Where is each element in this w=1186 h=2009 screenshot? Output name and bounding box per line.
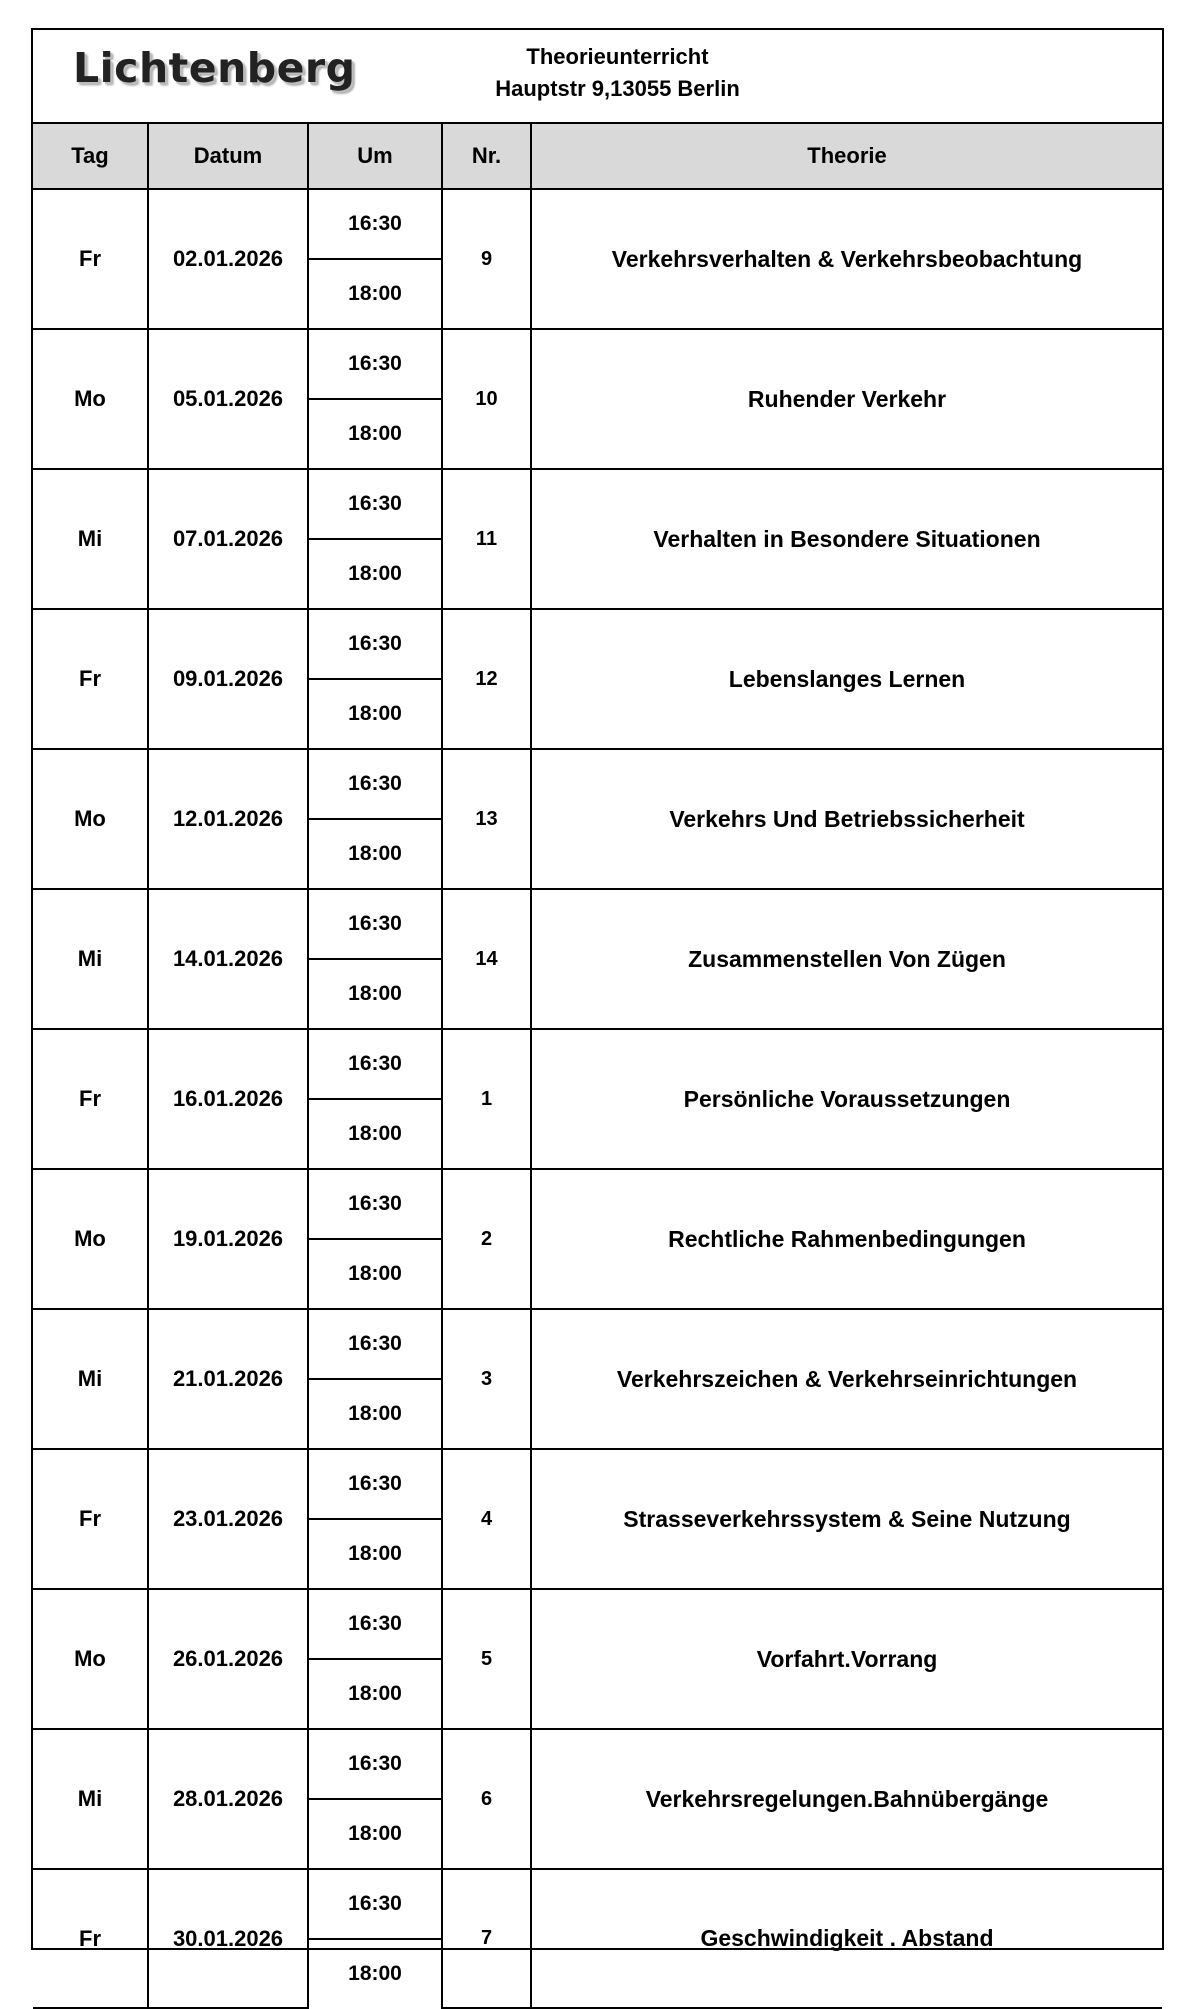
table-row [33, 1869, 1162, 1939]
table-row [33, 329, 1162, 399]
cell-start-time: 16:30 [308, 1029, 442, 1099]
cell-nr: 12 [442, 609, 531, 749]
page-title: Theorieunterricht [526, 44, 709, 69]
cell-theorie: Verkehrsregelungen.Bahnübergänge [531, 1729, 1162, 1869]
schedule-table [33, 124, 1162, 2009]
cell-nr: 7 [442, 1869, 531, 2008]
cell-datum: 30.01.2026 [148, 1869, 308, 2008]
cell-datum: 21.01.2026 [148, 1309, 308, 1449]
cell-tag: Mi [33, 1309, 148, 1449]
cell-datum: 23.01.2026 [148, 1449, 308, 1589]
column-header-datum: Datum [148, 124, 308, 189]
cell-datum: 14.01.2026 [148, 889, 308, 1029]
cell-start-time: 16:30 [308, 1869, 442, 1939]
cell-start-time: 16:30 [308, 749, 442, 819]
cell-nr: 11 [442, 469, 531, 609]
cell-nr: 14 [442, 889, 531, 1029]
cell-end-time: 18:00 [308, 1799, 442, 1869]
cell-tag: Mo [33, 329, 148, 469]
cell-datum: 19.01.2026 [148, 1169, 308, 1309]
table-row [33, 1729, 1162, 1799]
cell-start-time: 16:30 [308, 469, 442, 539]
cell-datum: 12.01.2026 [148, 749, 308, 889]
schedule-body [33, 189, 1162, 2008]
cell-start-time: 16:30 [308, 189, 442, 259]
cell-tag: Fr [33, 1029, 148, 1169]
cell-start-time: 16:30 [308, 1309, 442, 1379]
cell-theorie: Strasseverkehrssystem & Seine Nutzung [531, 1449, 1162, 1589]
cell-end-time: 18:00 [308, 399, 442, 469]
cell-tag: Fr [33, 189, 148, 329]
cell-tag: Mo [33, 749, 148, 889]
address-line: Hauptstr 9,13055 Berlin [495, 76, 740, 101]
cell-datum: 26.01.2026 [148, 1589, 308, 1729]
column-header-theorie: Theorie [531, 124, 1162, 189]
cell-nr: 9 [442, 189, 531, 329]
table-row [33, 749, 1162, 819]
cell-nr: 1 [442, 1029, 531, 1169]
cell-tag: Mi [33, 469, 148, 609]
cell-tag: Fr [33, 609, 148, 749]
column-header-nr: Nr. [442, 124, 531, 189]
cell-nr: 5 [442, 1589, 531, 1729]
cell-theorie: Lebenslanges Lernen [531, 609, 1162, 749]
table-row [33, 609, 1162, 679]
cell-datum: 02.01.2026 [148, 189, 308, 329]
cell-datum: 16.01.2026 [148, 1029, 308, 1169]
cell-end-time: 18:00 [308, 1099, 442, 1169]
table-row [33, 1309, 1162, 1379]
cell-end-time: 18:00 [308, 1939, 442, 2008]
title-block [33, 41, 1162, 105]
cell-end-time: 18:00 [308, 1379, 442, 1449]
table-row [33, 189, 1162, 259]
cell-nr: 6 [442, 1729, 531, 1869]
table-row [33, 1169, 1162, 1239]
table-header-row [33, 124, 1162, 189]
cell-tag: Mi [33, 1729, 148, 1869]
cell-datum: 28.01.2026 [148, 1729, 308, 1869]
cell-nr: 2 [442, 1169, 531, 1309]
cell-end-time: 18:00 [308, 1659, 442, 1729]
table-row [33, 1589, 1162, 1659]
cell-tag: Fr [33, 1449, 148, 1589]
cell-theorie: Ruhender Verkehr [531, 329, 1162, 469]
table-row [33, 889, 1162, 959]
cell-theorie: Verkehrsverhalten & Verkehrsbeobachtung [531, 189, 1162, 329]
cell-nr: 10 [442, 329, 531, 469]
column-header-um: Um [308, 124, 442, 189]
cell-theorie: Geschwindigkeit . Abstand [531, 1869, 1162, 2008]
cell-datum: 05.01.2026 [148, 329, 308, 469]
table-row [33, 1449, 1162, 1519]
cell-end-time: 18:00 [308, 539, 442, 609]
cell-start-time: 16:30 [308, 1169, 442, 1239]
cell-theorie: Verhalten in Besondere Situationen [531, 469, 1162, 609]
cell-start-time: 16:30 [308, 329, 442, 399]
cell-end-time: 18:00 [308, 1519, 442, 1589]
cell-end-time: 18:00 [308, 819, 442, 889]
cell-start-time: 16:30 [308, 1449, 442, 1519]
cell-tag: Fr [33, 1869, 148, 2008]
cell-datum: 07.01.2026 [148, 469, 308, 609]
cell-theorie: Rechtliche Rahmenbedingungen [531, 1169, 1162, 1309]
cell-start-time: 16:30 [308, 609, 442, 679]
cell-theorie: Persönliche Voraussetzungen [531, 1029, 1162, 1169]
cell-start-time: 16:30 [308, 1589, 442, 1659]
cell-theorie: Vorfahrt.Vorrang [531, 1589, 1162, 1729]
cell-nr: 13 [442, 749, 531, 889]
cell-theorie: Verkehrszeichen & Verkehrseinrichtungen [531, 1309, 1162, 1449]
brand-logo: Lichtenberg [73, 44, 356, 92]
schedule-header [33, 30, 1162, 124]
cell-end-time: 18:00 [308, 959, 442, 1029]
cell-theorie: Verkehrs Und Betriebssicherheit [531, 749, 1162, 889]
table-row [33, 1029, 1162, 1099]
cell-start-time: 16:30 [308, 1729, 442, 1799]
cell-start-time: 16:30 [308, 889, 442, 959]
cell-tag: Mi [33, 889, 148, 1029]
cell-theorie: Zusammenstellen Von Zügen [531, 889, 1162, 1029]
table-row [33, 469, 1162, 539]
cell-end-time: 18:00 [308, 679, 442, 749]
cell-datum: 09.01.2026 [148, 609, 308, 749]
cell-tag: Mo [33, 1589, 148, 1729]
cell-end-time: 18:00 [308, 1239, 442, 1309]
cell-nr: 3 [442, 1309, 531, 1449]
schedule-sheet [31, 28, 1164, 1985]
cell-nr: 4 [442, 1449, 531, 1589]
cell-tag: Mo [33, 1169, 148, 1309]
cell-end-time: 18:00 [308, 259, 442, 329]
column-header-tag: Tag [33, 124, 148, 189]
